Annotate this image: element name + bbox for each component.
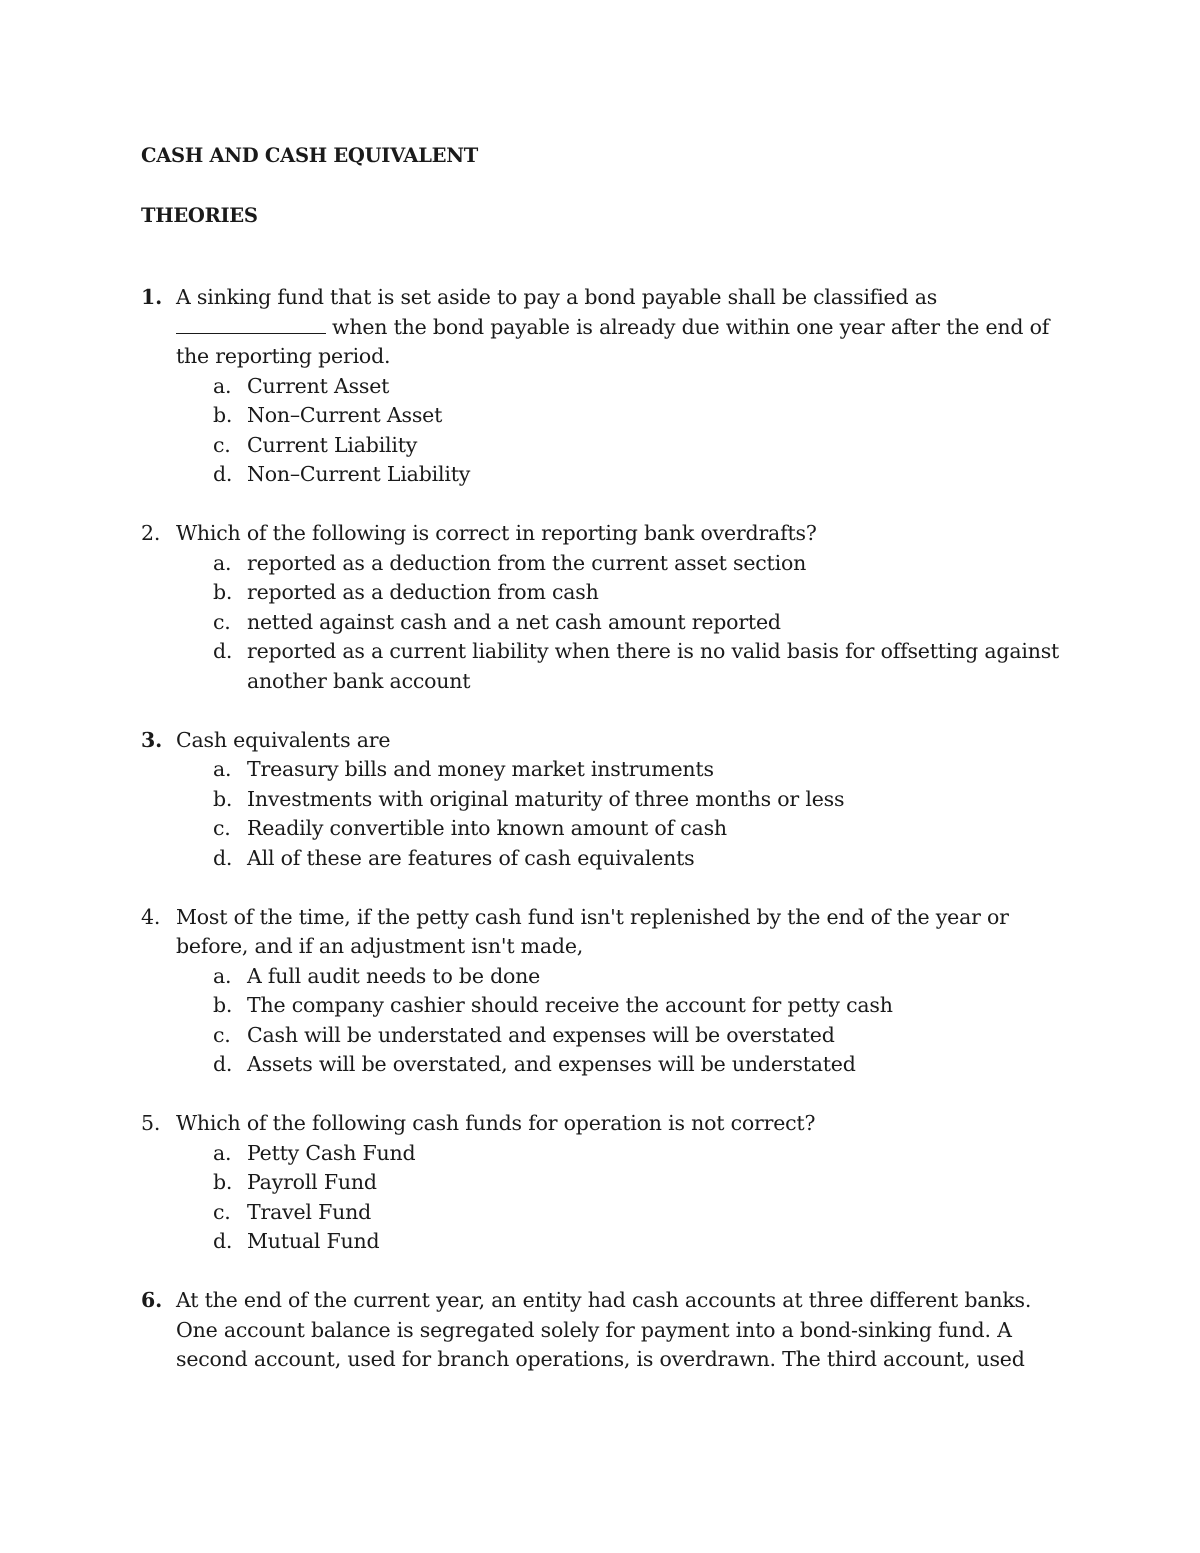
question-number: 2. (141, 521, 161, 545)
answer-options (176, 962, 1061, 1080)
option-c (176, 608, 1061, 638)
option-letter: b. (213, 580, 233, 604)
option-a (176, 1139, 1061, 1169)
question-number: 5. (141, 1111, 161, 1135)
option-letter: c. (213, 816, 231, 840)
option-letter: c. (213, 432, 231, 457)
option-letter: a. (213, 550, 232, 575)
section-heading: THEORIES (141, 204, 258, 227)
question-number: 4. (141, 904, 161, 929)
answer-options (176, 549, 1061, 697)
document-body (141, 141, 1061, 1404)
option-a (176, 755, 1061, 785)
question-number: 3. (141, 727, 163, 752)
option-d (176, 1227, 1061, 1257)
option-text: Petty Cash Fund (247, 1140, 416, 1165)
option-d (176, 637, 1061, 696)
option-text: Cash will be understated and expenses will be overstated (247, 1022, 835, 1047)
option-text: A full audit needs to be done (247, 963, 541, 988)
question-3 (141, 726, 1061, 874)
question-number: 6. (141, 1288, 163, 1312)
option-text: reported as a deduction from the current asset section (247, 550, 807, 575)
option-letter: c. (213, 609, 231, 634)
question-number: 1. (141, 285, 163, 309)
option-d (176, 844, 1061, 874)
option-text: Investments with original maturity of three months or less (247, 786, 845, 811)
question-6 (141, 1286, 1061, 1375)
option-a (176, 962, 1061, 992)
option-letter: d. (213, 845, 233, 870)
option-letter: d. (213, 462, 233, 486)
option-text: Travel Fund (247, 1199, 372, 1224)
question-text: Cash equivalents are (176, 727, 391, 752)
option-text: Treasury bills and money market instruments (247, 757, 714, 781)
answer-options (176, 755, 1061, 873)
option-text: Payroll Fund (247, 1170, 377, 1194)
answer-options (176, 1139, 1061, 1257)
option-letter: d. (213, 1229, 233, 1253)
option-c (176, 431, 1061, 461)
option-text: reported as a deduction from cash (247, 580, 599, 604)
document-title: CASH AND CASH EQUIVALENT (141, 144, 478, 167)
question-text (176, 283, 1061, 372)
option-c (176, 814, 1061, 844)
option-text: Readily convertible into known amount of cash (247, 816, 727, 840)
option-letter: b. (213, 786, 233, 811)
option-b (176, 1168, 1061, 1198)
option-letter: a. (213, 757, 232, 781)
option-d (176, 1050, 1061, 1080)
option-text: The company cashier should receive the account for petty cash (247, 993, 893, 1017)
option-letter: a. (213, 373, 232, 398)
option-b (176, 785, 1061, 815)
option-a (176, 372, 1061, 402)
question-text: Most of the time, if the petty cash fund isn't replenished by the end of the year or before, and if an adjustment isn't made, (176, 904, 1009, 958)
question-text: Which of the following cash funds for operation is not correct? (176, 1111, 816, 1135)
option-text: netted against cash and a net cash amount reported (247, 609, 781, 634)
question-2 (141, 519, 1061, 696)
option-text: All of these are features of cash equivalents (247, 845, 695, 870)
option-text: Non–Current Asset (247, 403, 443, 427)
option-text: Current Asset (247, 373, 390, 398)
question-text: Which of the following is correct in reporting bank overdrafts? (176, 521, 817, 545)
option-letter: b. (213, 1170, 233, 1194)
option-c (176, 1198, 1061, 1228)
option-letter: a. (213, 963, 232, 988)
option-text: reported as a current liability when there is no valid basis for offsetting against another bank account (247, 639, 1060, 693)
question-text-part-2: when the bond payable is already due within one year after the end of the reporting period. (176, 314, 1050, 368)
option-letter: d. (213, 1052, 233, 1076)
answer-options (176, 372, 1061, 490)
option-letter: b. (213, 403, 233, 427)
option-b (176, 401, 1061, 431)
question-text-part-1: A sinking fund that is set aside to pay a bond payable shall be classified as (176, 285, 938, 309)
option-b (176, 578, 1061, 608)
option-a (176, 549, 1061, 579)
question-1 (141, 283, 1061, 490)
option-letter: c. (213, 1022, 231, 1047)
option-d (176, 460, 1061, 490)
option-letter: c. (213, 1199, 231, 1224)
option-letter: d. (213, 639, 233, 663)
answer-blank (176, 315, 326, 334)
option-letter: a. (213, 1140, 232, 1165)
question-text: At the end of the current year, an entity had cash accounts at three different banks. One account balance is segregated solely for payment into a bond-sinking fund. A second account, used for branch operations, is overdrawn. The third account, used (176, 1288, 1032, 1371)
option-text: Non–Current Liability (247, 462, 471, 486)
option-letter: b. (213, 993, 233, 1017)
option-b (176, 991, 1061, 1021)
option-text: Assets will be overstated, and expenses will be understated (247, 1052, 856, 1076)
option-text: Current Liability (247, 432, 418, 457)
option-text: Mutual Fund (247, 1229, 380, 1253)
option-c (176, 1021, 1061, 1051)
question-5 (141, 1109, 1061, 1257)
question-4 (141, 903, 1061, 1080)
